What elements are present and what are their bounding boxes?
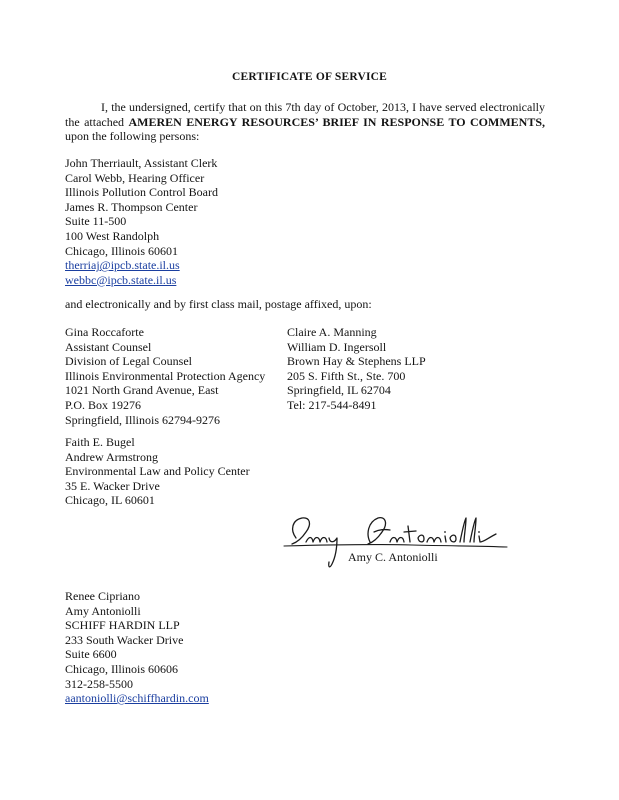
address-line: SCHIFF HARDIN LLP: [65, 618, 180, 633]
address-line: P.O. Box 19276: [65, 397, 142, 412]
address-line: Suite 11-500: [65, 214, 127, 229]
address-line: Brown Hay & Stephens LLP: [287, 354, 426, 369]
address-line: 1021 North Grand Avenue, East: [65, 383, 219, 398]
address-line: Renee Cipriano: [65, 589, 140, 603]
address-line: Chicago, IL 60601: [65, 493, 155, 508]
address-line: Springfield, Illinois 62794-9276: [65, 412, 220, 427]
address-line: James R. Thompson Center: [65, 199, 198, 214]
address-line: Springfield, IL 62704: [287, 383, 391, 398]
address-line: John Therriault, Assistant Clerk: [65, 156, 218, 170]
right-recipients-block: [287, 325, 426, 413]
address-line: Illinois Pollution Control Board: [65, 185, 219, 200]
sender-block: [65, 589, 209, 706]
address-line: 100 West Randolph: [65, 228, 160, 243]
document-title: CERTIFICATE OF SERVICE: [231, 71, 388, 83]
address-line: Claire A. Manning: [287, 325, 377, 339]
address-line: Amy Antoniolli: [65, 603, 141, 618]
address-line: 35 E. Wacker Drive: [65, 478, 160, 493]
third-recipients-block: [65, 435, 250, 508]
address-line: Chicago, Illinois 60601: [65, 243, 178, 258]
address-line: Faith E. Bugel: [65, 435, 135, 449]
intro-lead: I, the undersigned, certify that on this 7th day of October, 2013, I have served electronically the attached: [65, 100, 545, 129]
email-link[interactable]: webbc@ipcb.state.il.us: [65, 272, 177, 287]
address-line: Gina Roccaforte: [65, 325, 144, 339]
left-recipients-block: [65, 325, 265, 427]
address-line: 312-258-5500: [65, 676, 133, 691]
email-link[interactable]: therriaj@ipcb.state.il.us: [65, 258, 180, 273]
address-line: 205 S. Fifth St., Ste. 700: [287, 368, 406, 383]
address-line: Division of Legal Counsel: [65, 354, 192, 369]
primary-recipients-block: [65, 156, 218, 287]
intro-tail: upon the following persons:: [65, 129, 200, 143]
address-line: Suite 6600: [65, 647, 117, 662]
address-line: Chicago, Illinois 60606: [65, 661, 178, 676]
address-line: 233 South Wacker Drive: [65, 632, 184, 647]
address-line: William D. Ingersoll: [287, 339, 387, 354]
address-line: Environmental Law and Policy Center: [65, 464, 250, 479]
second-paragraph: and electronically and by first class mail, postage affixed, upon:: [65, 297, 372, 311]
address-line: Assistant Counsel: [65, 339, 152, 354]
address-line: Carol Webb, Hearing Officer: [65, 170, 205, 185]
intro-bold-title: AMEREN ENERGY RESOURCES’ BRIEF IN RESPONSE TO COMMENTS,: [128, 114, 545, 129]
address-line: Tel: 217-544-8491: [287, 397, 377, 412]
email-link[interactable]: aantoniolli@schiffhardin.com: [65, 691, 209, 706]
address-line: Illinois Environmental Protection Agency: [65, 368, 266, 383]
address-line: Andrew Armstrong: [65, 449, 158, 464]
signer-printed-name: Amy C. Antoniolli: [348, 550, 438, 564]
certification-paragraph: [65, 100, 545, 144]
